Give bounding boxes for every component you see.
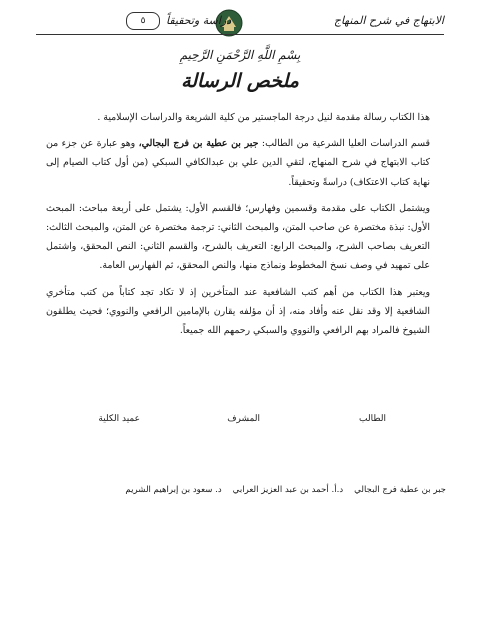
name-student: جبر بن عطية فرج البجالي (354, 485, 446, 495)
abstract-body (46, 108, 430, 347)
header-book-title: الابتهاج في شرح المنهاج (333, 14, 444, 27)
paragraph-4: ويعتبر هذا الكتاب من أهم كتب الشافعية عند المتأخرين إذ لا تكاد تجد كتاباً من كتب متأخري الشافعية إلا وقد نقل عنه وأفاد منه، إذ أن مؤلفه يقارن بالإمامين الرافعي والنووي؛ فحيث يطلقون الشيوخ فالمراد بهم الرافعي والنووي والسبكي رحمهم الله جميعاً. (46, 286, 430, 337)
signature-dean: عميد الكلية (98, 414, 140, 424)
paragraph-3: ويشتمل الكتاب على مقدمة وقسمين وفهارس؛ فالقسم الأول: يشتمل على أربعة مباحث: المبحث الأول: نبذة مختصرة عن صاحب المتن، والمبحث الثاني: ترجمة مختصرة عن المتن، والمبحث الثالث: التعريف بصاحب الشرح، والمبحث الرابع: التعريف بالشرح، والقسم الثاني: النص المحقق، واشتمل على تمهيد في وصف نسخ المخطوط ونماذج منها، والنص المحقق، ثم الفهارس العامة. (46, 202, 430, 272)
student-name: جبر بن عطية بن فرج البجالي، (138, 138, 259, 150)
name-dean: د. سعود بن إبراهيم الشريم (125, 485, 222, 495)
page-number: ٥ (126, 12, 160, 30)
header-section: دراسة وتحقيقاً (166, 14, 232, 27)
page-title: ملخص الرسالة (181, 70, 299, 92)
signature-row (50, 414, 430, 430)
signature-student: الطالب (359, 414, 386, 424)
signatory-names (24, 485, 446, 495)
header-rule (36, 34, 444, 35)
name-supervisor: د.أ. أحمد بن عبد العزيز العرابي (232, 485, 344, 495)
basmala: بِسْمِ اللَّهِ الرَّحْمَنِ الرَّحِيمِ (179, 48, 301, 62)
paragraph-1: هذا الكتاب رسالة مقدمة لنيل درجة الماجستير من كلية الشريعة والدراسات الإسلامية ‏. (97, 112, 430, 123)
signature-supervisor: المشرف (227, 414, 260, 424)
paragraph-2: قسم الدراسات العليا الشرعية من الطالب: جبر بن عطية بن فرج البجالي، وهو عبارة عن جزء من كتاب الابتهاج في شرح المنهاج، لتقي الدين علي بن عبدالكافي السبكي (من أول كتاب الصيام إلى نهاية كتاب الاعتكاف) دراسةً وتحقيقاً. (46, 138, 430, 188)
